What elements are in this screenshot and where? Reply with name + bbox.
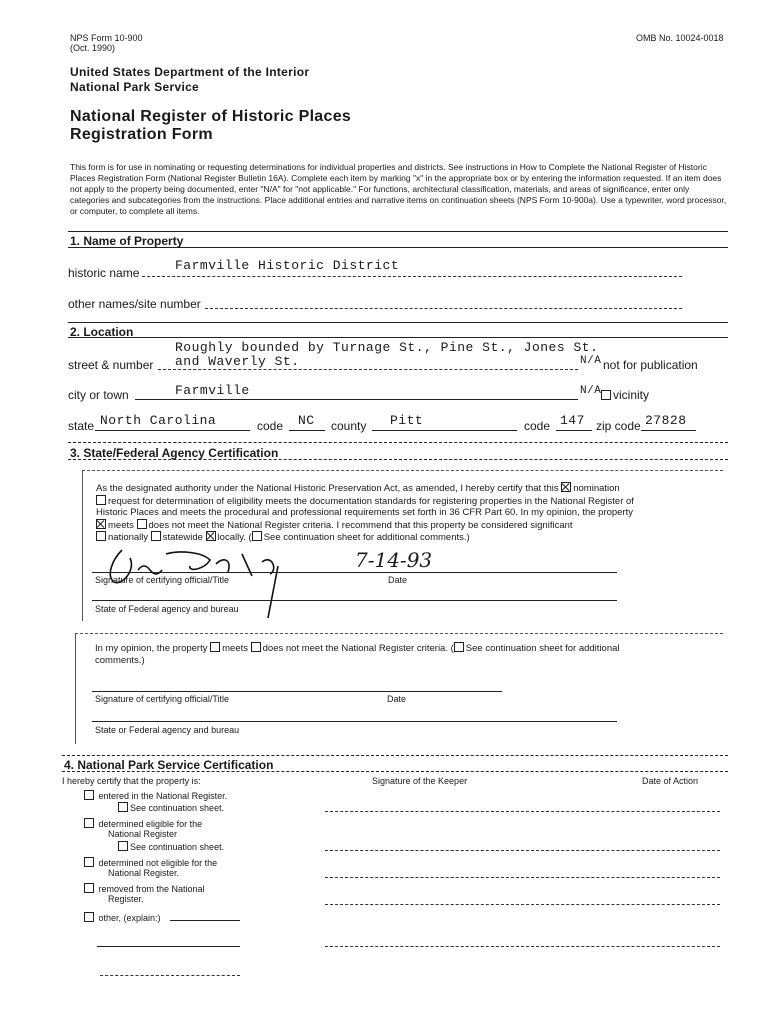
keeper-line-4 (325, 904, 720, 905)
zip-label: zip code (596, 419, 641, 433)
opinion-not-checkbox[interactable] (251, 642, 261, 652)
opinion-comments: comments.) (95, 654, 145, 666)
opinion-see-checkbox[interactable] (454, 642, 464, 652)
other-label: other, (explain:) (98, 913, 161, 923)
section-3-heading: 3. State/Federal Agency Certification (70, 446, 279, 460)
not-eligible-checkbox[interactable] (84, 857, 94, 867)
county-value: Pitt (390, 413, 424, 428)
agency-label: State of Federal agency and bureau (95, 604, 239, 614)
date-of-action-label: Date of Action (642, 776, 699, 786)
county-code-line (556, 430, 592, 431)
signature-label: Signature of certifying official/Title (95, 575, 230, 585)
signature-line-2 (92, 691, 502, 692)
see-continuation-label: See continuation sheet for additional comments.) (263, 532, 470, 543)
divider (68, 247, 728, 248)
eligible-label: determined eligible for the (98, 819, 203, 829)
state-code-value: NC (298, 413, 315, 428)
street-value-line1: Roughly bounded by Turnage St., Pine St., Jones St. (175, 340, 599, 355)
city-line (135, 399, 578, 400)
divider (68, 231, 728, 232)
zip-value: 27828 (645, 413, 687, 428)
removed-option (84, 883, 205, 895)
removed-checkbox[interactable] (84, 883, 94, 893)
entered-see-label: See continuation sheet. (130, 803, 225, 813)
not-eligible-label-2: National Register. (108, 868, 180, 878)
certify-label: I hereby certify that the property is: (62, 776, 201, 786)
keeper-line-2 (325, 850, 720, 851)
historic-name-value: Farmville Historic District (175, 258, 400, 273)
opinion-meets-checkbox[interactable] (210, 642, 220, 652)
cert-text-3: Historic Places and meets the procedural and professional requirements set forth in 36 CFR Part 60. In my opinion, the property (96, 507, 634, 518)
omb-number: OMB No. 10024-0018 (636, 33, 724, 43)
service-name: National Park Service (70, 80, 200, 94)
request-checkbox[interactable] (96, 495, 106, 505)
vicinity-checkbox[interactable] (601, 390, 611, 400)
other-option (84, 912, 161, 924)
nationally-label: nationally (108, 532, 149, 543)
eligible-see-cont (118, 841, 224, 853)
keeper-label: Signature of the Keeper (372, 776, 468, 786)
other-checkbox[interactable] (84, 912, 94, 922)
removed-label: removed from the National (98, 884, 205, 894)
street-line (158, 369, 578, 370)
department-name: United States Department of the Interior (70, 65, 310, 79)
eligible-checkbox[interactable] (84, 818, 94, 828)
opinion-meets-label: meets (222, 643, 248, 654)
does-not-meet-checkbox[interactable] (137, 519, 147, 529)
other-line-3 (100, 975, 240, 976)
agency-line-2 (92, 721, 617, 722)
county-code-label: code (524, 419, 551, 433)
opinion-not-label: does not meet the National Register criteria. ( (262, 643, 454, 654)
state-code-label: code (257, 419, 284, 433)
meets-checkbox[interactable] (96, 519, 106, 529)
signature-date-value: 7-14-93 (355, 548, 433, 572)
date-label: Date (388, 575, 408, 585)
divider (68, 459, 728, 460)
other-explain-line[interactable] (170, 920, 240, 921)
statewide-label: statewide (162, 532, 203, 543)
historic-name-label: historic name (68, 266, 140, 280)
entered-see-checkbox[interactable] (118, 802, 128, 812)
form-number: NPS Form 10-900 (70, 33, 143, 43)
entered-see-cont (118, 802, 224, 814)
form-date: (Oct. 1990) (70, 43, 116, 53)
keeper-line-1 (325, 811, 720, 812)
city-value: Farmville (175, 383, 250, 398)
county-line (372, 430, 517, 431)
divider (62, 755, 728, 756)
nomination-label: nomination (573, 483, 620, 494)
certification-paragraph: As the designated authority under the National Historic Preservation Act, as amended, I hereby certify that this nomination request for determination of eligibility meets the documentation standards for registering properties in the National Register of Historic Places and meets the procedural and professional requirements set forth in 36 CFR Part 60. In my opinion, the property meets does not meet the National Register criteria. I recommend that this property be considered significant nationally statewide locally. ( See continuation sheet for additional comments.) (96, 483, 634, 543)
removed-label-2: Register. (108, 894, 144, 904)
cert-text-4: does not meet the National Register criteria. I recommend that this property be considered significant (148, 519, 573, 531)
locally-label: locally. (217, 532, 246, 543)
vicinity-label: vicinity (613, 388, 650, 402)
other-line-2 (97, 946, 240, 947)
city-label: city or town (68, 388, 129, 402)
divider (68, 322, 728, 323)
other-names-label: other names/site number (68, 297, 201, 311)
entered-label: entered in the National Register. (98, 791, 228, 801)
state-value: North Carolina (100, 413, 217, 428)
keeper-line-3 (325, 877, 720, 878)
state-line (95, 430, 250, 431)
cert-text-2: request for determination of eligibility meets the documentation standards for registering properties in the National Register of (108, 495, 634, 507)
street-value-line2: and Waverly St. (175, 354, 300, 369)
eligible-label-2: National Register (108, 829, 178, 839)
state-label: state (68, 419, 95, 433)
divider (68, 442, 728, 443)
vicinity-group (601, 388, 649, 402)
cert-text-1: As the designated authority under the National Historic Preservation Act, as amended, I hereby certify that this (96, 483, 559, 494)
date-label-2: Date (387, 694, 407, 704)
section-1-heading: 1. Name of Property (70, 234, 184, 248)
instructions-paragraph: This form is for use in nominating or requesting determinations for individual properties and districts. See instructions in How to Complete the National Register of Historic Places Registration Form (National Register Bulletin 16A). Complete each item by marking "x" in the appropriate box or by entering the information requested. If an item does not apply to the property being documented, enter "N/A" for "not applicable." For functions, architectural classification, materials, and areas of significance, enter only categories and subcategories from the instructions. Place additional entries and narrative items on continuation sheets (NPS Form 10-900a). Use a typewriter, word processor, or computer, to complete all items. (70, 162, 727, 216)
section-2-heading: 2. Location (70, 325, 134, 339)
divider (62, 771, 728, 772)
street-label: street & number (68, 358, 154, 372)
agency-label-2: State or Federal agency and bureau (95, 725, 240, 735)
county-label: county (331, 419, 367, 433)
agency-line (92, 600, 617, 601)
entered-checkbox[interactable] (84, 790, 94, 800)
nomination-checkbox[interactable] (561, 482, 571, 492)
not-eligible-label: determined not eligible for the (98, 858, 218, 868)
signature-line (92, 572, 617, 573)
county-code-value: 147 (560, 413, 585, 428)
meets-label: meets (108, 519, 134, 531)
keeper-line-5 (325, 946, 720, 947)
divider (68, 337, 728, 338)
not-for-publication-label: not for publication (603, 358, 698, 372)
opinion-paragraph (95, 642, 715, 666)
not-for-publication-value: N/A (580, 355, 602, 367)
historic-name-line (142, 276, 682, 277)
form-subtitle: Registration Form (70, 126, 213, 143)
opinion-text: In my opinion, the property (95, 643, 208, 654)
vicinity-value: N/A (580, 385, 602, 397)
signature-label-2: Signature of certifying official/Title (95, 694, 230, 704)
eligible-see-label: See continuation sheet. (130, 842, 225, 852)
other-names-line (205, 308, 682, 309)
entered-option (84, 790, 227, 802)
section-4-heading: 4. National Park Service Certification (64, 758, 274, 772)
form-title: National Register of Historic Places (70, 108, 352, 125)
state-code-line (289, 430, 325, 431)
eligible-see-checkbox[interactable] (118, 841, 128, 851)
zip-line (641, 430, 696, 431)
opinion-see-label: See continuation sheet for additional (465, 643, 620, 654)
